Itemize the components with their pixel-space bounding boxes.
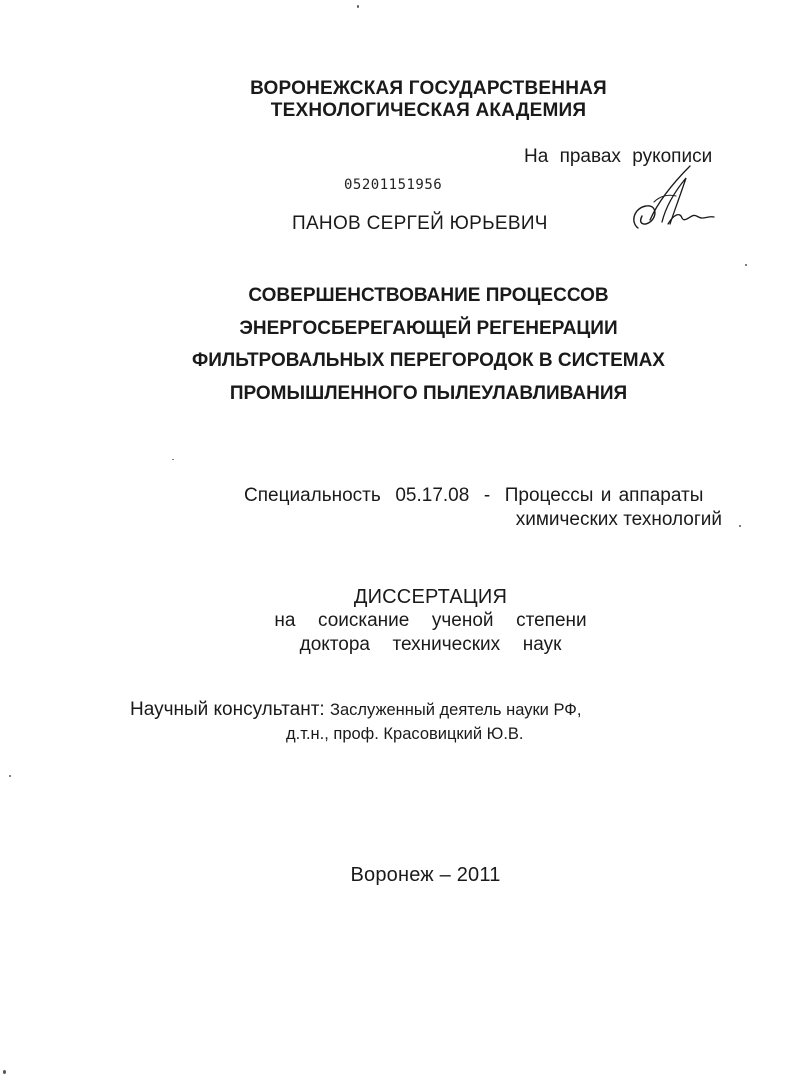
- specialty-line-2: химических технологий: [515, 509, 722, 530]
- author-name: ПАНОВ СЕРГЕЙ ЮРЬЕВИЧ: [292, 213, 548, 234]
- specialty-block: [244, 484, 724, 532]
- registration-code: 05201151956: [344, 177, 443, 193]
- manuscript-note: На правах рукописи: [524, 146, 713, 167]
- title-line-3: ФИЛЬТРОВАЛЬНЫХ ПЕРЕГОРОДОК В СИСТЕМАХ: [192, 350, 665, 371]
- consultant-title: Заслуженный деятель науки РФ,: [330, 701, 582, 719]
- city-year: Воронеж – 2011: [350, 864, 501, 886]
- scientific-consultant: [130, 698, 581, 746]
- scan-speck: [9, 775, 11, 777]
- institution-line-2: ТЕХНОЛОГИЧЕСКАЯ АКАДЕМИЯ: [270, 100, 587, 121]
- title-line-1: СОВЕРШЕНСТВОВАНИЕ ПРОЦЕССОВ: [248, 285, 609, 306]
- title-line-4: ПРОМЫШЛЕННОГО ПЫЛЕУЛАВЛИВАНИЯ: [229, 382, 628, 404]
- specialty-line-1: Специальность 05.17.08 - Процессы и аппараты: [244, 485, 704, 506]
- degree-line-1: на соискание ученой степени: [274, 610, 587, 631]
- scan-speck: [357, 5, 359, 8]
- scan-speck: [3, 1070, 6, 1074]
- degree-line-2: доктора технических наук: [299, 634, 562, 655]
- dissertation-heading: ДИССЕРТАЦИЯ: [353, 586, 508, 608]
- title-line-2: ЭНЕРГОСБЕРЕГАЮЩЕЙ РЕГЕНЕРАЦИИ: [239, 317, 618, 339]
- consultant-name: д.т.н., проф. Красовицкий Ю.В.: [286, 725, 524, 743]
- institution-name: [30, 78, 797, 122]
- institution-line-1: ВОРОНЕЖСКАЯ ГОСУДАРСТВЕННАЯ: [250, 78, 607, 99]
- scan-speck: [745, 264, 747, 266]
- dissertation-type: [32, 585, 797, 657]
- dissertation-title: [30, 280, 797, 410]
- handwritten-signature: [624, 162, 720, 242]
- consultant-label: Научный консультант:: [130, 699, 325, 720]
- scan-speck: [739, 525, 741, 527]
- scan-speck: [172, 459, 174, 460]
